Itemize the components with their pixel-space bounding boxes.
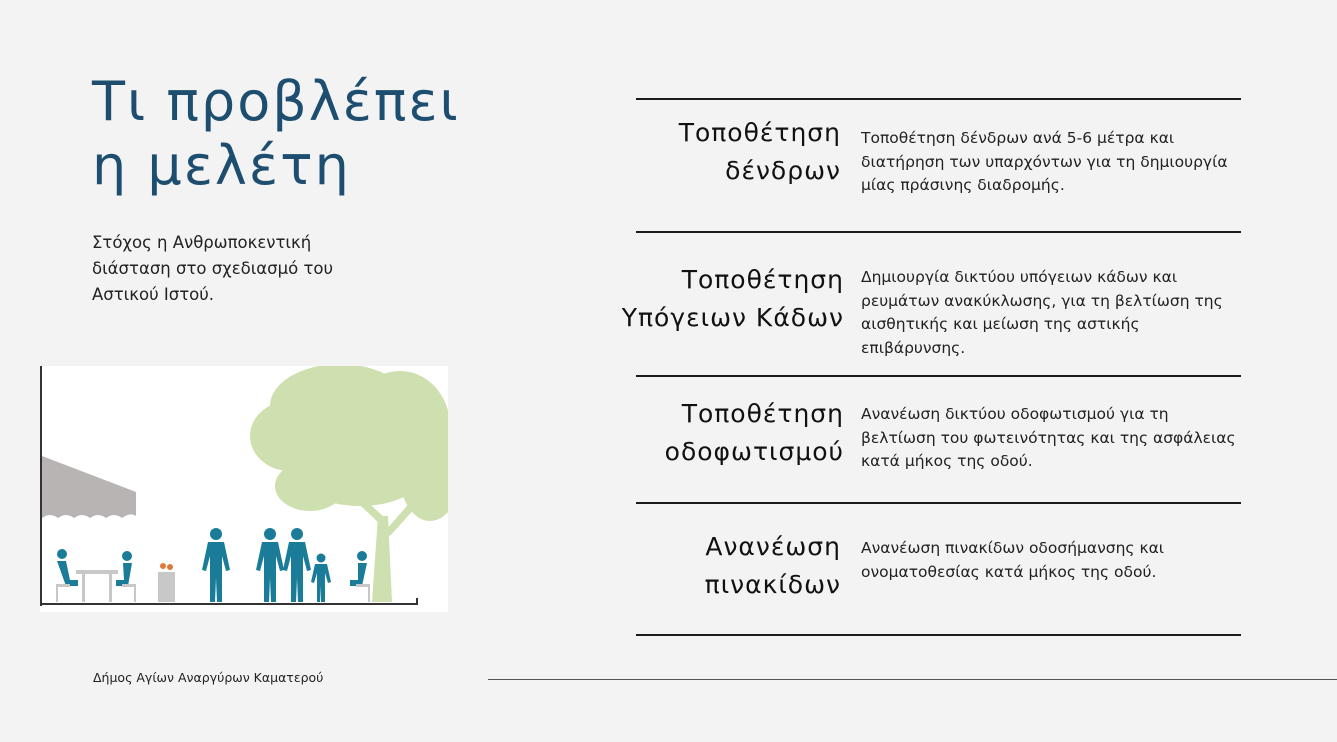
measure-heading-line-2: Υπόγειων Κάδων: [621, 303, 844, 332]
awning-icon: [42, 456, 136, 518]
measure-description: Τοποθέτηση δένδρων ανά 5-6 μέτρα και διατήρηση των υπαρχόντων για τη δημιουργία μίας πράσινης διαδρομής.: [861, 129, 1228, 194]
measure-description: Ανανέωση πινακίδων οδοσήμανσης και ονοματοθεσίας κατά μήκος της οδού.: [861, 539, 1165, 581]
measure-description: Δημιουργία δικτύου υπόγειων κάδων και ρευμάτων ανακύκλωσης, για τη βελτίωση της αισθητικής και μείωση της αστικής επιβάρυνσης.: [861, 268, 1223, 357]
measure-row-trees: [636, 100, 1241, 231]
footer-organization: Δήμος Αγίων Αναργύρων Καματερού: [93, 670, 324, 685]
page-title: [92, 70, 512, 198]
pedestrians-icon: [202, 528, 331, 602]
footer-divider: [488, 679, 1337, 680]
table-divider: [636, 634, 1241, 636]
measure-heading-line-2: πινακίδων: [704, 570, 841, 599]
measure-row-bins: [621, 233, 1241, 375]
measure-heading-line-1: Ανανέωση: [705, 532, 841, 561]
street-illustration: [40, 366, 448, 612]
measure-heading: [679, 114, 841, 190]
measure-heading-line-1: Τοποθέτηση: [678, 118, 841, 147]
street-scene-image: [40, 366, 448, 612]
measure-heading: [705, 528, 841, 604]
measure-row-signs: [636, 504, 1241, 634]
title-line-2: η μελέτη: [92, 134, 351, 197]
measure-heading: [622, 261, 844, 337]
measures-table: [621, 98, 1241, 636]
measure-heading-line-2: δένδρων: [725, 156, 841, 185]
measure-heading-line-1: Τοποθέτηση: [681, 265, 844, 294]
cafe-table-icon: [76, 570, 118, 602]
waste-bin-icon: [158, 563, 175, 602]
title-line-1: Τι προβλέπει: [92, 70, 460, 133]
measure-row-lighting: [636, 377, 1241, 502]
measure-heading-line-2: οδοφωτισμού: [664, 437, 844, 466]
measure-description: Ανανέωση δικτύου οδοφωτισμού για τη βελτίωση του φωτεινότητας και της ασφάλειας κατά μήκος της οδού.: [861, 405, 1236, 470]
measure-heading-line-1: Τοποθέτηση: [681, 399, 844, 428]
measure-heading: [665, 395, 844, 471]
subtitle: Στόχος η Ανθρωποκεντική διάσταση στο σχεδιασμό του Αστικού Ιστού.: [92, 233, 334, 304]
